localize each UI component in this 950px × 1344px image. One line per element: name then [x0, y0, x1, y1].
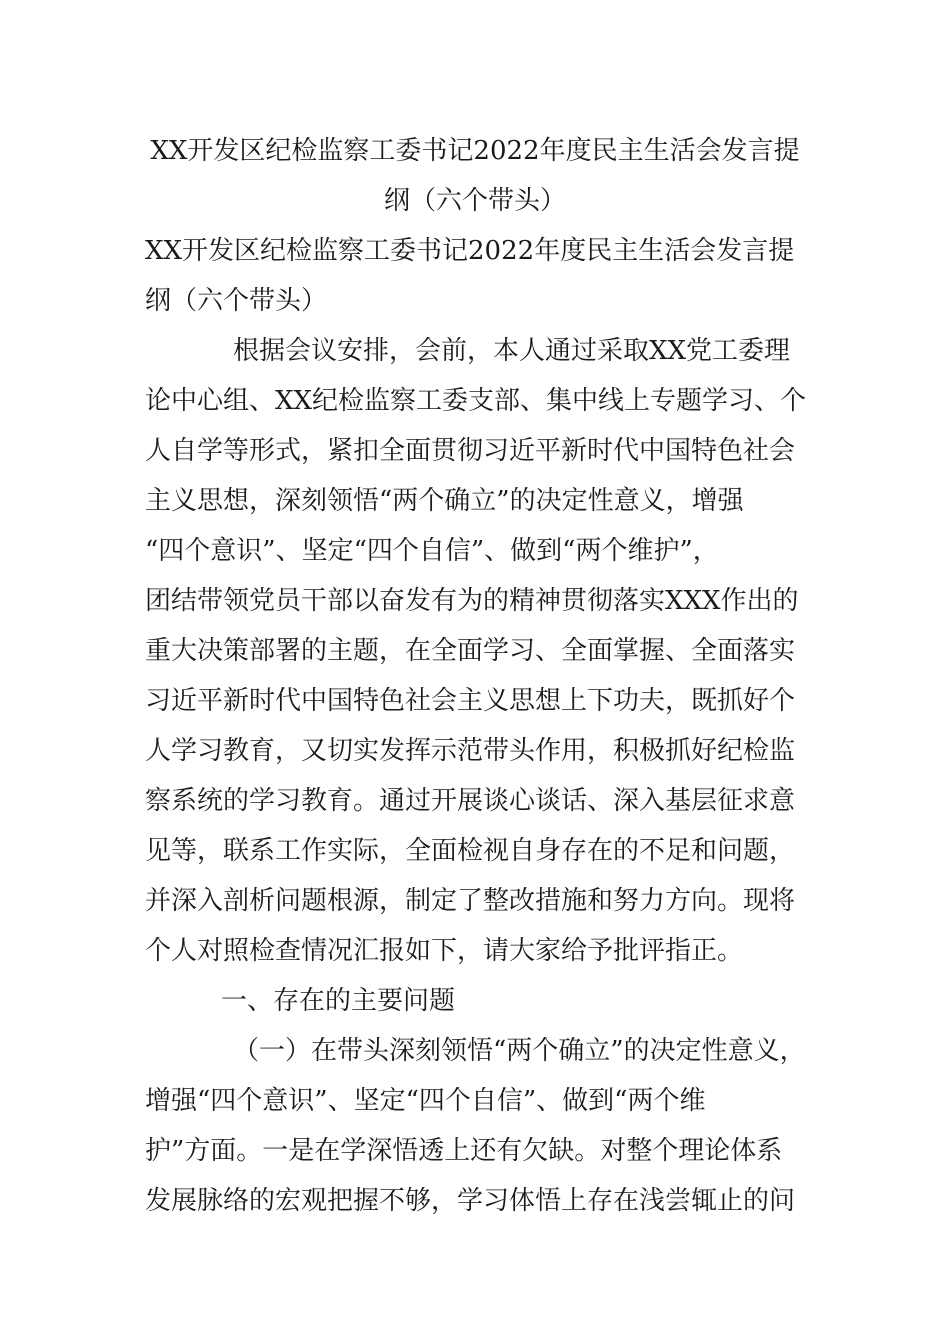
- intro-line-9: 人学习教育，又切实发挥示范带头作用，积极抓好纪检监: [145, 736, 796, 766]
- intro-line-10: 察系统的学习教育。通过开展谈心谈话、深入基层征求意: [145, 786, 796, 816]
- repeated-title-line-2: 纲（六个带头）: [145, 286, 328, 316]
- document-title-line-2: 纲（六个带头）: [383, 186, 566, 216]
- intro-line-13: 个人对照检查情况汇报如下，请大家给予批评指正。: [145, 936, 744, 966]
- intro-line-11: 见等，联系工作实际，全面检视自身存在的不足和问题，: [145, 836, 796, 866]
- subsection-line-1: （一）在带头深刻领悟“两个确立”的决定性意义，: [233, 1036, 806, 1066]
- intro-line-8: 习近平新时代中国特色社会主义思想上下功夫，既抓好个: [145, 686, 796, 716]
- intro-line-4: 主义思想，深刻领悟“两个确立”的决定性意义，增强: [145, 486, 744, 516]
- intro-line-12: 并深入剖析问题根源，制定了整改措施和努力方向。现将: [145, 886, 796, 916]
- subsection-line-2: 增强“四个意识”、坚定“四个自信”、做到“两个维: [145, 1086, 706, 1116]
- subsection-line-4: 发展脉络的宏观把握不够，学习体悟上存在浅尝辄止的问: [145, 1186, 796, 1216]
- intro-line-2: 论中心组、XX纪检监察工委支部、集中线上专题学习、个: [145, 386, 807, 416]
- intro-line-6: 团结带领党员干部以奋发有为的精神贯彻落实XXX作出的: [145, 586, 799, 616]
- document-title-line-1: XX开发区纪检监察工委书记2022年度民主生活会发言提: [150, 136, 800, 166]
- section-heading: 一、存在的主要问题: [221, 986, 456, 1016]
- intro-line-5: “四个意识”、坚定“四个自信”、做到“两个维护”，: [145, 536, 719, 566]
- repeated-title-line-1: XX开发区纪检监察工委书记2022年度民主生活会发言提: [145, 236, 795, 266]
- intro-line-7: 重大决策部署的主题，在全面学习、全面掌握、全面落实: [145, 636, 796, 666]
- intro-line-1: 根据会议安排，会前，本人通过采取XX党工委理: [233, 336, 791, 366]
- subsection-line-3: 护”方面。一是在学深悟透上还有欠缺。对整个理论体系: [145, 1136, 783, 1166]
- intro-line-3: 人自学等形式，紧扣全面贯彻习近平新时代中国特色社会: [145, 436, 796, 466]
